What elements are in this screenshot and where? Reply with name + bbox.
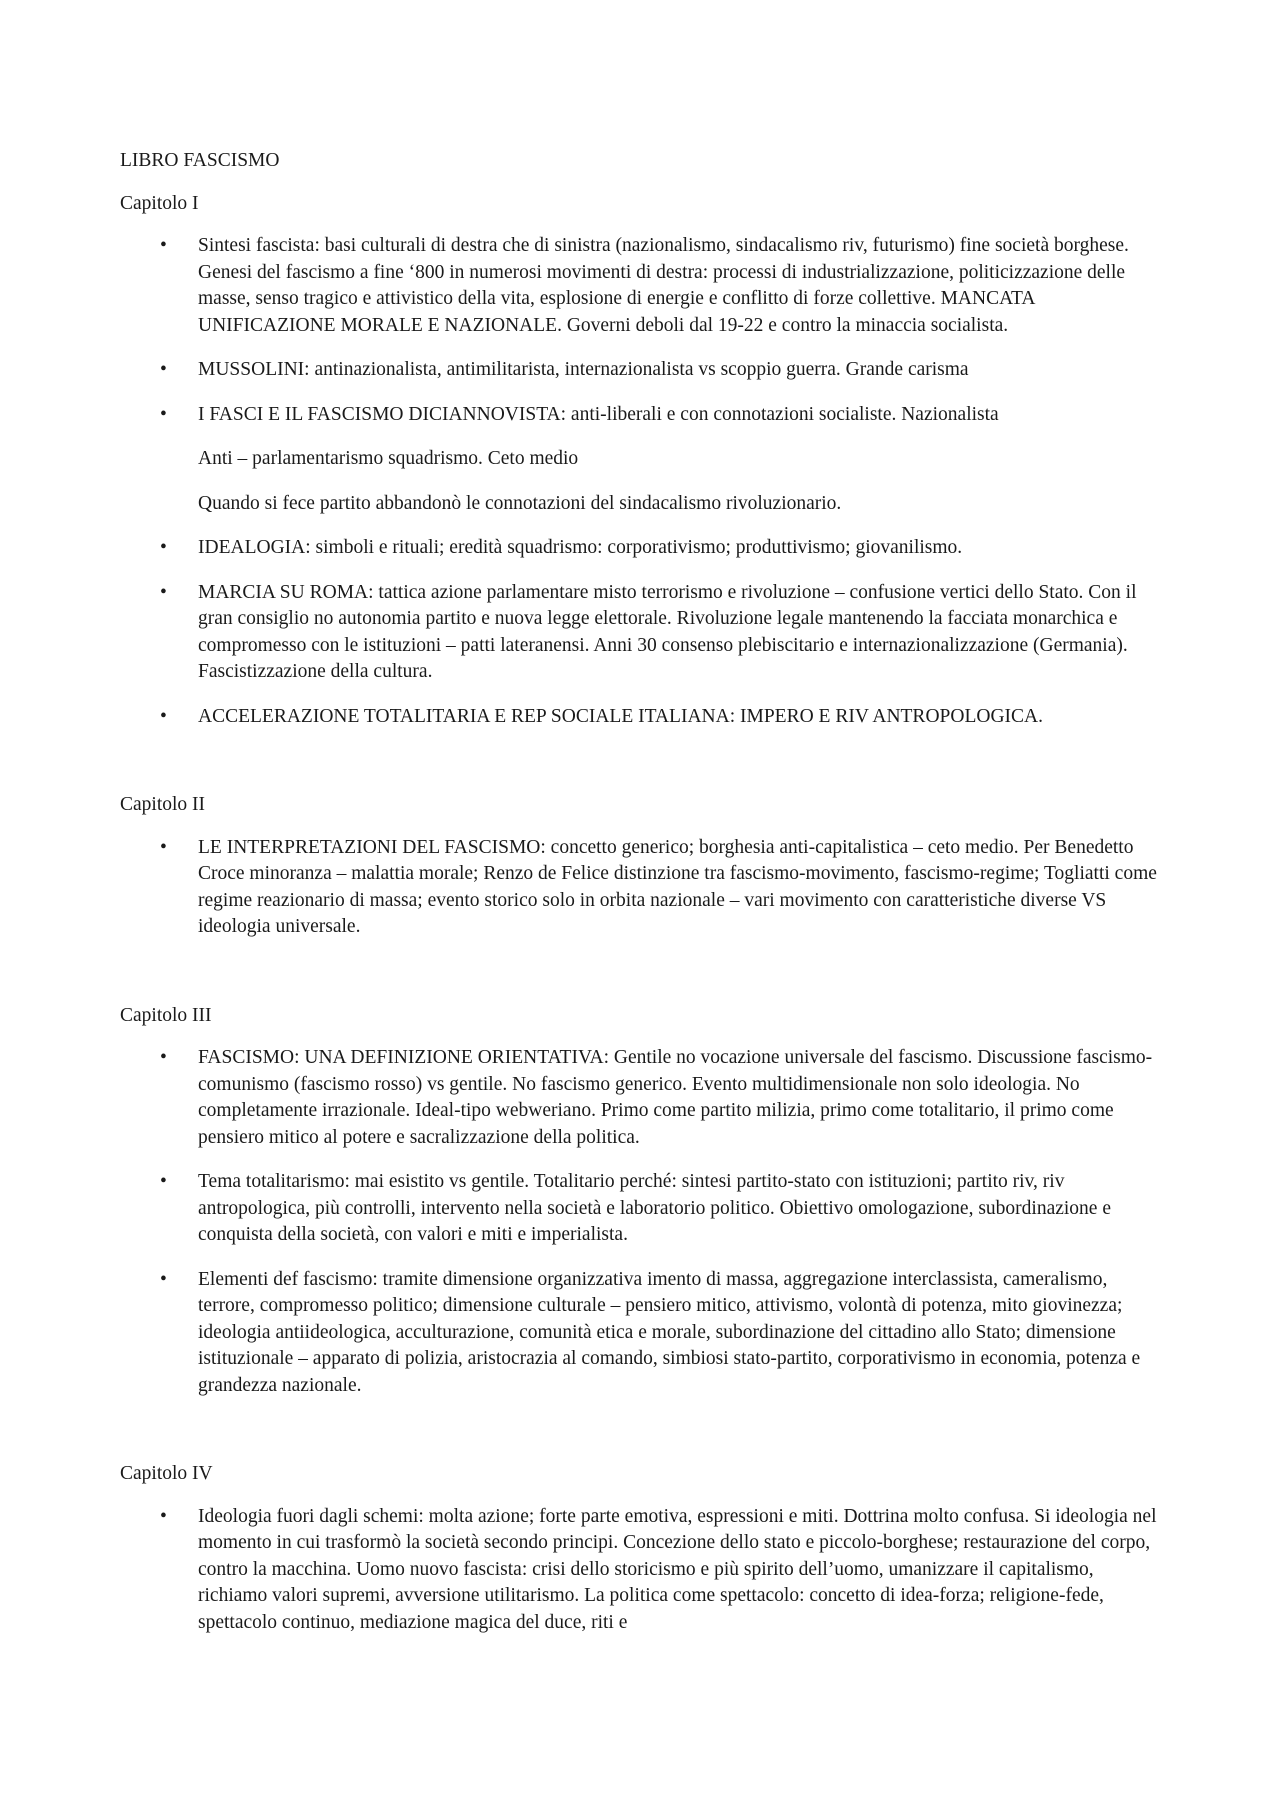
list-item-text: Elementi def fascismo: tramite dimensione organizzativa imento di massa, aggregazione interclassista, cameralismo, terrore, compromesso politico; dimensione culturale – pensiero mitico, attivismo, volontà di potenza, mito giovinezza; ideologia antiideologica, acculturazione, comunità etica e morale, subordinazione del cittadino allo Stato; dimensione istituzionale – apparato di polizia, aristocrazia al comando, simbiosi stato-partito, corporativismo in economia, potenza e grandezza nazionale. xyxy=(198,1268,1141,1396)
chapter-heading: Capitolo II xyxy=(120,794,206,815)
chapter-1 xyxy=(120,191,1165,731)
list-item-text: FASCISMO: UNA DEFINIZIONE ORIENTATIVA: Gentile no vocazione universale del fascismo. Discussione fascismo-comunismo (fascismo rosso) vs gentile. No fascismo generico. Evento multidimensionale non solo ideologia. No completamente irrazionale. Ideal-tipo webweriano. Primo come partito milizia, primo come totalitario, il primo come pensiero mitico al potere e sacralizzazione della politica. xyxy=(198,1047,1153,1148)
bullet-icon: • xyxy=(160,1505,167,1527)
list-item-text: MARCIA SU ROMA: tattica azione parlamentare misto terrorismo e rivoluzione – confusione vertici dello Stato. Con il gran consiglio no autonomia partito e nuova legge elettorale. Rivoluzione legale mantenendo la facciata monarchica e compromesso con le istituzioni – patti lateranensi. Anni 30 consenso plebiscitario e internazionalizzazione (Germania). Fascistizzazione della cultura. xyxy=(198,581,1137,682)
list-item-text: I FASCI E IL FASCISMO DICIANNOVISTA: anti-liberali e con connotazioni socialiste. Nazionalista xyxy=(198,403,999,425)
bullet-icon: • xyxy=(160,1047,167,1068)
bullet-list xyxy=(120,1045,1165,1399)
bullet-icon: • xyxy=(160,403,167,425)
document-title: LIBRO FASCISMO xyxy=(120,150,280,171)
continuation-paragraph: Anti – parlamentarismo squadrismo. Ceto medio xyxy=(198,448,579,469)
bullet-list xyxy=(120,233,1165,428)
list-item xyxy=(120,402,1165,429)
chapter-heading: Capitolo III xyxy=(120,1004,212,1026)
bullet-icon: • xyxy=(160,836,167,858)
list-item xyxy=(120,535,1165,562)
bullet-icon: • xyxy=(160,235,167,256)
list-item-text: ACCELERAZIONE TOTALITARIA E REP SOCIALE ITALIANA: IMPERO E RIV ANTROPOLOGICA. xyxy=(198,705,1043,727)
list-item xyxy=(120,704,1165,731)
bullet-icon: • xyxy=(160,1171,167,1192)
bullet-icon: • xyxy=(160,1268,167,1290)
list-item xyxy=(120,1267,1165,1400)
list-item xyxy=(120,1045,1165,1151)
list-item xyxy=(120,233,1165,339)
bullet-icon: • xyxy=(160,581,167,603)
chapter-3 xyxy=(120,1003,1165,1400)
chapter-heading: Capitolo IV xyxy=(120,1463,213,1484)
chapter-heading: Capitolo I xyxy=(120,192,199,214)
list-item xyxy=(120,580,1165,686)
continuation-paragraph: Quando si fece partito abbandonò le connotazioni del sindacalismo rivoluzionario. xyxy=(198,492,842,514)
list-item xyxy=(120,1169,1165,1249)
chapter-2 xyxy=(120,792,1165,941)
list-item xyxy=(120,357,1165,384)
bullet-icon: • xyxy=(160,359,167,380)
list-item xyxy=(120,835,1165,941)
list-item-text: Tema totalitarismo: mai esistito vs gentile. Totalitario perché: sintesi partito-stato con istituzioni; partito riv, riv antropologica, più controlli, intervento nella società e laboratorio politico. Obiettivo omologazione, subordinazione e conquista della società, con valori e miti e imperialista. xyxy=(198,1171,1111,1245)
bullet-list xyxy=(120,835,1165,941)
chapter-4 xyxy=(120,1461,1165,1636)
list-item-text: LE INTERPRETAZIONI DEL FASCISMO: concetto generico; borghesia anti-capitalistica – ceto medio. Per Benedetto Croce minoranza – malattia morale; Renzo de Felice distinzione tra fascismo-movimento, fascismo-regime; Togliatti come regime reazionario di massa; evento storico solo in orbita nazionale – vari movimento con caratteristiche diverse VS ideologia universale. xyxy=(198,836,1157,937)
list-item xyxy=(120,1504,1165,1637)
list-item-text: Ideologia fuori dagli schemi: molta azione; forte parte emotiva, espressioni e miti. Dottrina molto confusa. Si ideologia nel momento in cui trasformò la società secondo principi. Concezione dello stato e piccolo-borghese; restaurazione del corpo, contro la macchina. Uomo nuovo fascista: crisi dello storicismo e più spirito dell’uomo, umanizzare il capitalismo, richiamo valori supremi, avversione utilitarismo. La politica come spettacolo: concetto di idea-forza; religione-fede, spettacolo continuo, mediazione magica del duce, riti e xyxy=(198,1505,1157,1633)
list-item-text: MUSSOLINI: antinazionalista, antimilitarista, internazionalista vs scoppio guerra. Grande carisma xyxy=(198,359,969,380)
bullet-list xyxy=(120,535,1165,730)
list-item-text: IDEALOGIA: simboli e rituali; eredità squadrismo: corporativismo; produttivismo; giovanilismo. xyxy=(198,537,963,558)
bullet-list xyxy=(120,1504,1165,1637)
list-item-text: Sintesi fascista: basi culturali di destra che di sinistra (nazionalismo, sindacalismo riv, futurismo) fine società borghese. Genesi del fascismo a fine ‘800 in numerosi movimenti di destra: processi di industrializzazione, politicizzazione delle masse, senso tragico e attivistico della vita, esplosione di energie e conflitto di forze collettive. MANCATA UNIFICAZIONE MORALE E NAZIONALE. Governi deboli dal 19-22 e contro la minaccia socialista. xyxy=(198,235,1129,336)
bullet-icon: • xyxy=(160,537,167,558)
bullet-icon: • xyxy=(160,705,167,727)
document-page xyxy=(120,148,1165,1654)
